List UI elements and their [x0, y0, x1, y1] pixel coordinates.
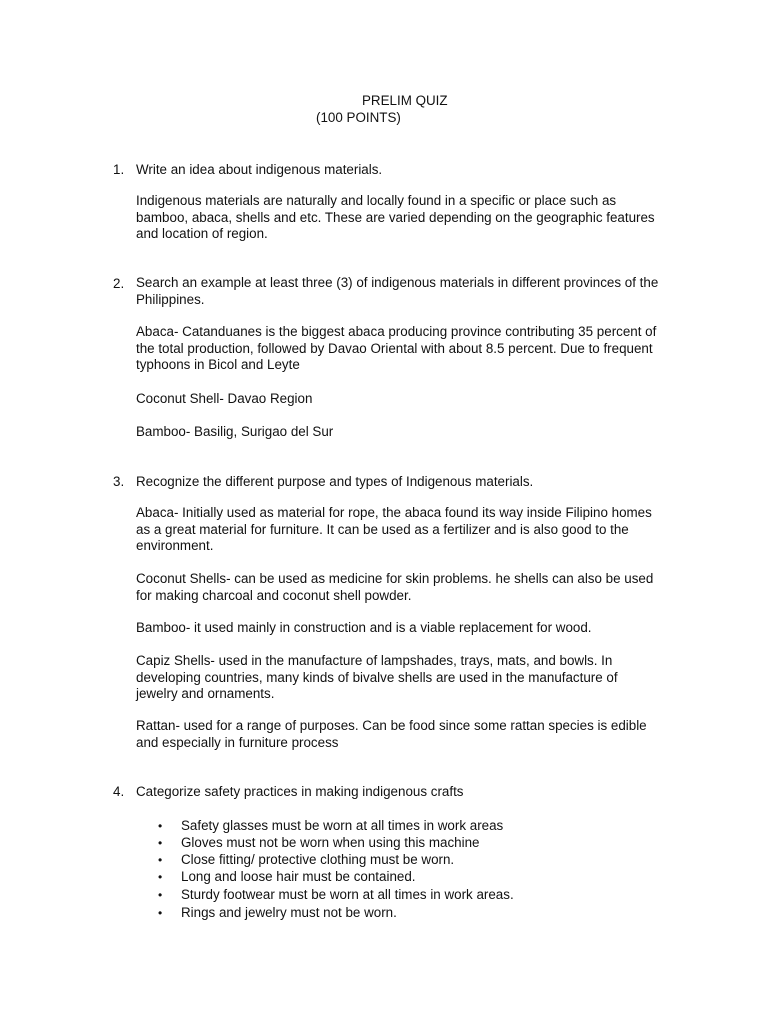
- bullet-icon: •: [158, 870, 163, 884]
- answer-line: Rattan- used for a range of purposes. Can be food since some rattan species is edible: [136, 718, 647, 733]
- answer-line: Abaca- Initially used as material for rope, the abaca found its way inside Filipino homes: [136, 505, 652, 520]
- answer-line: jewelry and ornaments.: [136, 686, 275, 702]
- question-2-answer-abaca: [136, 324, 696, 374]
- answer-line: and especially in furniture process: [136, 734, 339, 750]
- question-3-answer-capiz: [136, 653, 696, 703]
- question-2-answer-bamboo: [136, 424, 696, 441]
- answer-line: and location of region.: [136, 226, 268, 242]
- safety-item: Safety glasses must be worn at all times in work areas: [181, 818, 504, 833]
- bullet-icon: •: [158, 906, 163, 920]
- prompt-line: Philippines.: [136, 291, 205, 307]
- question-3-answer-bamboo: [136, 620, 696, 637]
- answer-line: environment.: [136, 538, 214, 554]
- answer-line: Coconut Shells- can be used as medicine for skin problems. he shells can also be used: [136, 571, 654, 586]
- bullet-icon: •: [158, 853, 163, 867]
- quiz-title: PRELIM QUIZ: [362, 93, 448, 108]
- question-3-number: 3.: [113, 474, 125, 489]
- prompt-line: Search an example at least three (3) of indigenous materials in different provinces of the: [136, 275, 659, 290]
- answer-line: for making charcoal and coconut shell powder.: [136, 587, 412, 603]
- question-2-answer-coconut: [136, 391, 696, 408]
- bullet-icon: •: [158, 819, 163, 833]
- question-1-prompt: Write an idea about indigenous materials.: [136, 162, 383, 177]
- question-4-prompt: Categorize safety practices in making indigenous crafts: [136, 784, 464, 799]
- safety-item: Gloves must not be worn when using this machine: [181, 835, 480, 850]
- safety-item: Rings and jewelry must not be worn.: [181, 905, 397, 920]
- safety-item: Sturdy footwear must be worn at all times in work areas.: [181, 887, 514, 902]
- answer-line: Capiz Shells- used in the manufacture of lampshades, trays, mats, and bowls. In: [136, 653, 613, 668]
- answer-line: as a great material for furniture. It can be used as a fertilizer and is also good to the: [136, 521, 629, 537]
- question-3-answer-rattan: [136, 718, 696, 751]
- question-2-prompt: [136, 275, 696, 308]
- answer-line: bamboo, abaca, shells and etc. These are varied depending on the geographic features: [136, 209, 655, 225]
- question-1-answer: [136, 193, 696, 243]
- question-3-answer-coconut: [136, 571, 696, 604]
- quiz-points: (100 POINTS): [316, 110, 401, 125]
- question-4-number: 4.: [113, 784, 125, 799]
- answer-line: Bamboo- it used mainly in construction and is a viable replacement for wood.: [136, 620, 592, 635]
- question-1-number: 1.: [113, 162, 125, 177]
- safety-item: Close fitting/ protective clothing must be worn.: [181, 852, 455, 867]
- safety-item: Long and loose hair must be contained.: [181, 869, 416, 884]
- question-3-answer-abaca: [136, 505, 696, 555]
- answer-line: Bamboo- Basilig, Surigao del Sur: [136, 424, 334, 439]
- question-3-prompt: Recognize the different purpose and types of Indigenous materials.: [136, 474, 534, 489]
- answer-line: developing countries, many kinds of bivalve shells are used in the manufacture of: [136, 669, 618, 685]
- answer-line: the total production, followed by Davao Oriental with about 8.5 percent. Due to frequent: [136, 340, 653, 356]
- bullet-icon: •: [158, 888, 163, 902]
- answer-line: Coconut Shell- Davao Region: [136, 391, 313, 406]
- bullet-icon: •: [158, 836, 163, 850]
- answer-line: Abaca- Catanduanes is the biggest abaca producing province contributing 35 percent of: [136, 324, 657, 339]
- answer-line: Indigenous materials are naturally and locally found in a specific or place such as: [136, 193, 617, 208]
- answer-line: typhoons in Bicol and Leyte: [136, 357, 300, 373]
- question-2-number: 2.: [113, 276, 125, 291]
